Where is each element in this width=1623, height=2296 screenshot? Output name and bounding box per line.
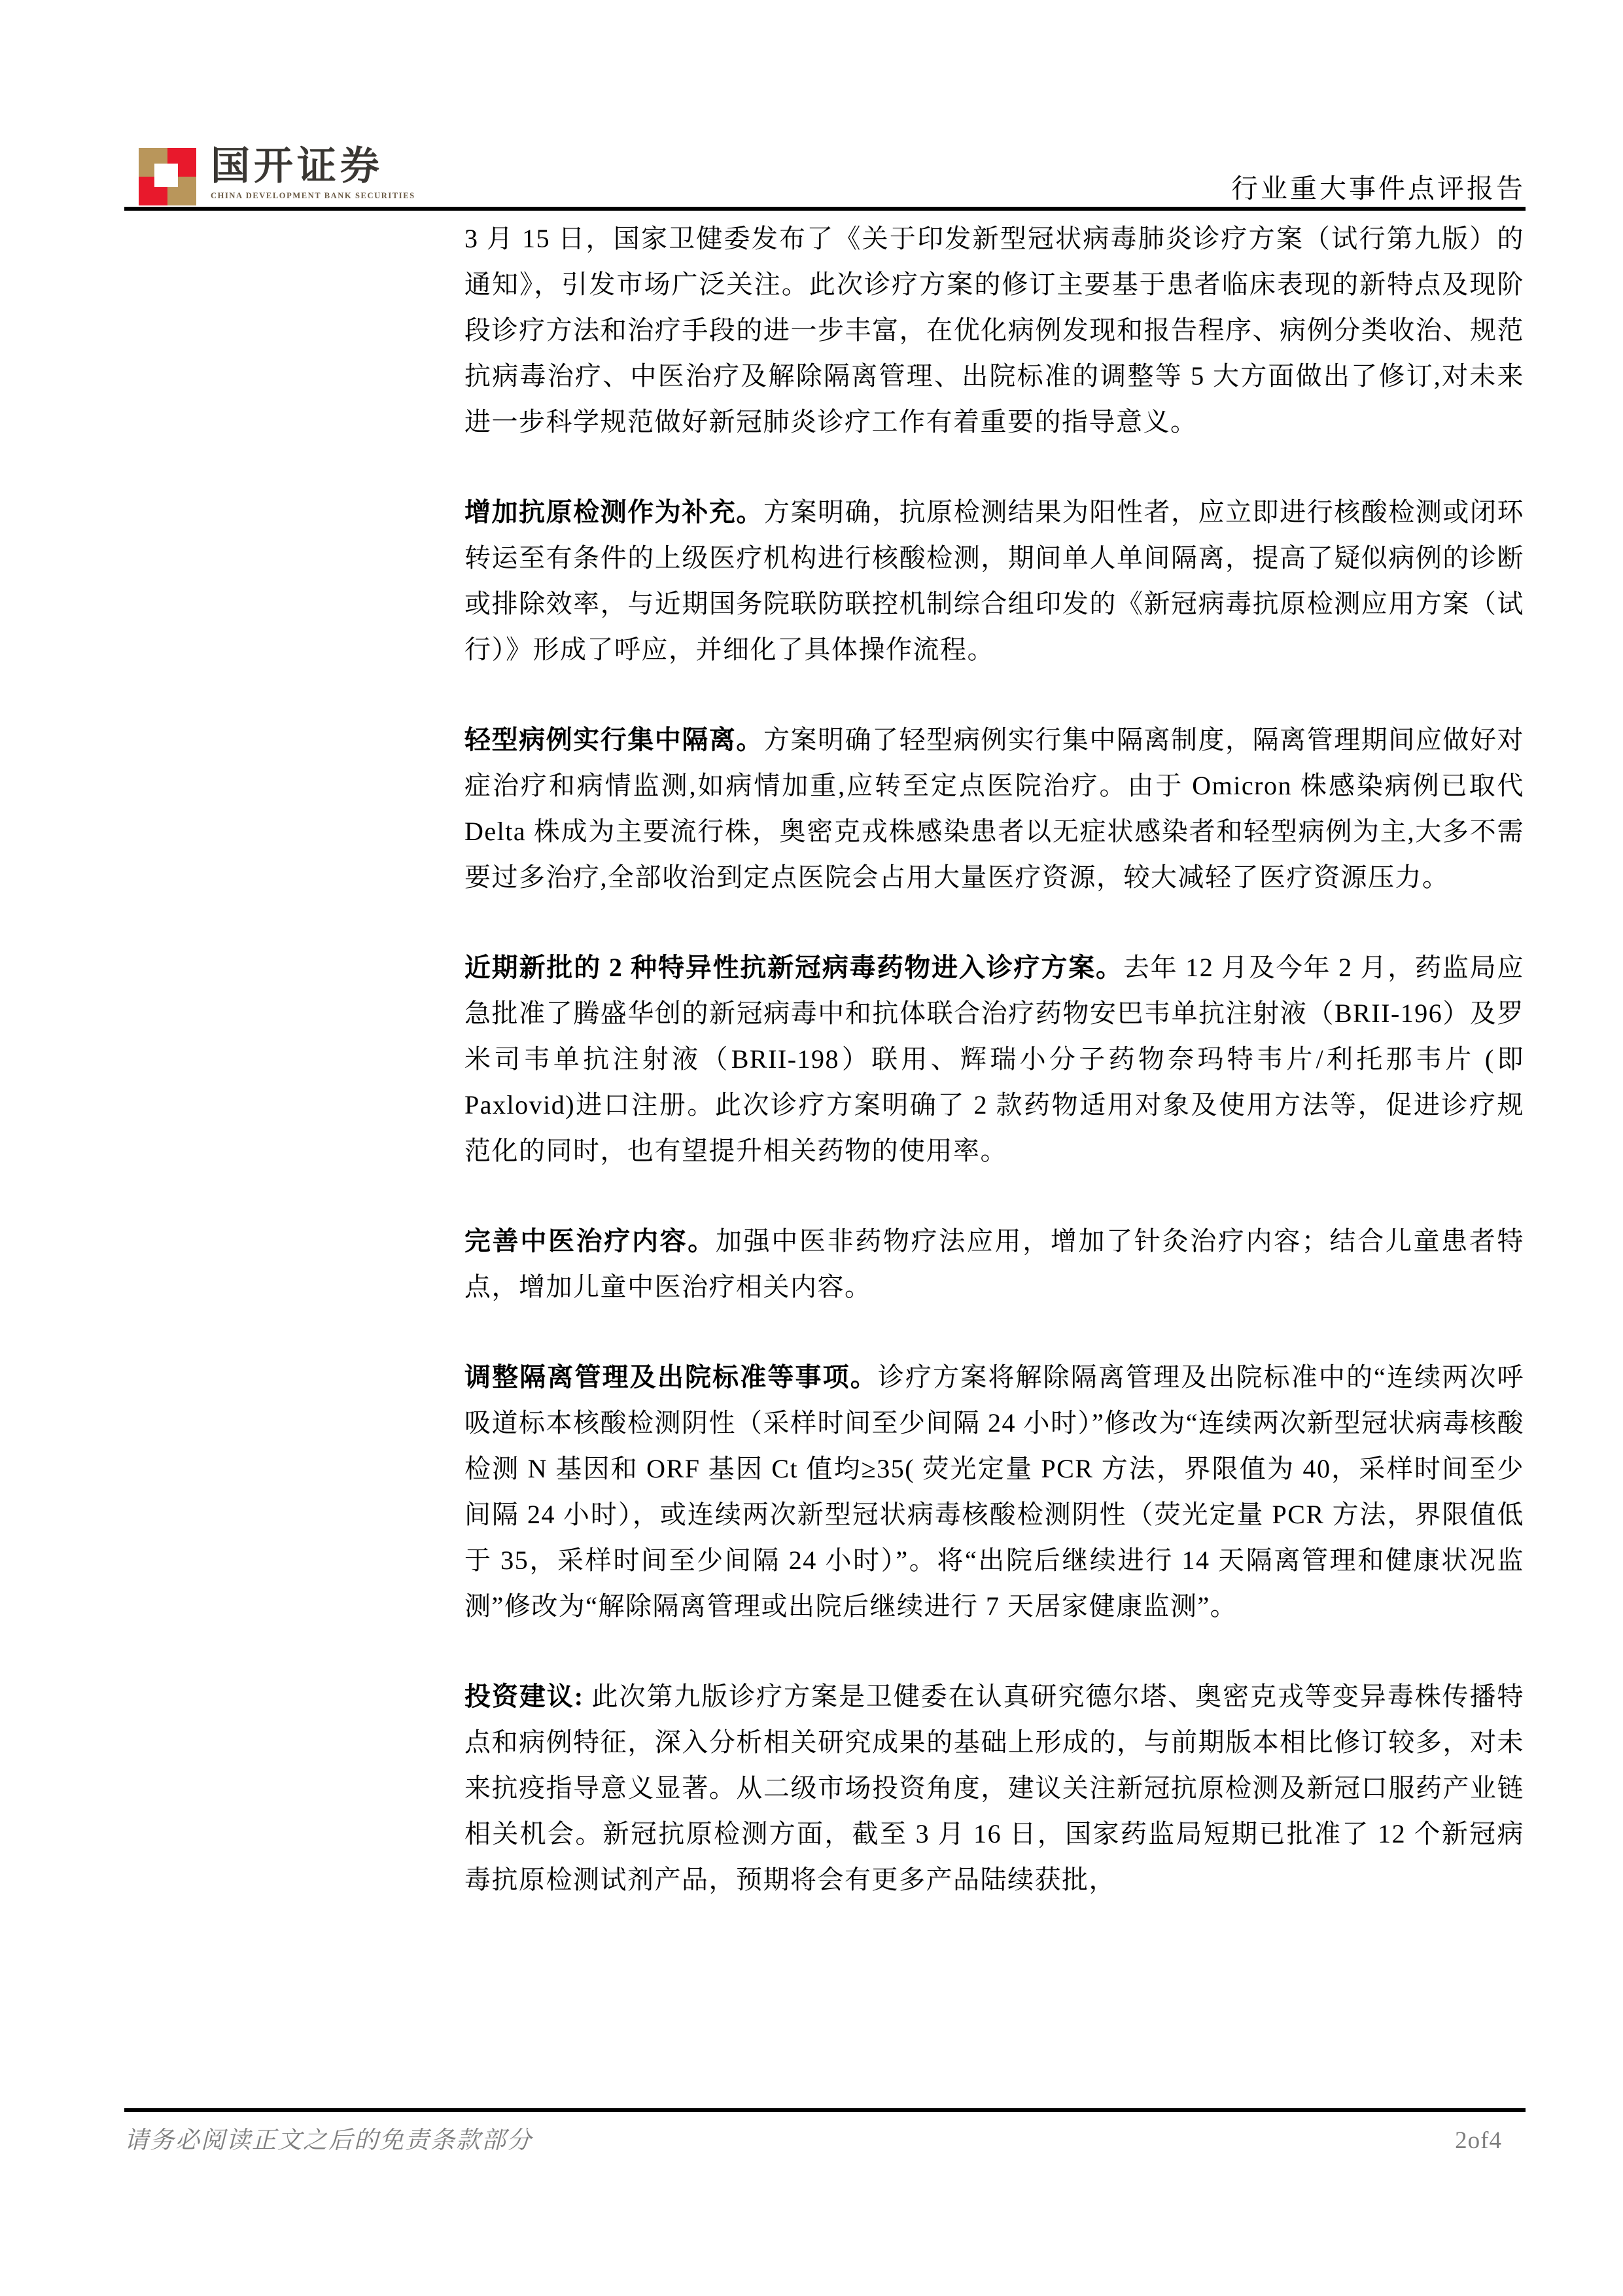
paragraph-new-drugs bbox=[464, 945, 1524, 1174]
paragraph-lead: 调整隔离管理及出院标准等事项。 bbox=[464, 1362, 878, 1392]
paragraph-text: 此次第九版诊疗方案是卫健委在认真研究德尔塔、奥密克戎等变异毒株传播特点和病例特征，深入分析相关研究成果的基础上形成的，与前期版本相比修订较多，对未来抗疫指导意义显著。从二级市场投资角度，建议关注新冠抗原检测及新冠口服药产业链相关机会。新冠抗原检测方面，截至 3 月 16 日，国家药监局短期已批准了 12 个新冠病毒抗原检测试剂产品，预期将会有更多产品陆续获批， bbox=[464, 1682, 1524, 1894]
paragraph-lead: 投资建议: bbox=[464, 1682, 584, 1711]
brand-name-cn: 国开证券 bbox=[211, 145, 383, 188]
header-divider bbox=[124, 207, 1526, 211]
brand-logo-text bbox=[211, 143, 415, 201]
brand-logo-icon bbox=[139, 148, 196, 205]
paragraph-lead: 轻型病例实行集中隔离。 bbox=[464, 725, 763, 754]
page-number: 2of4 bbox=[1455, 2127, 1502, 2154]
brand-logo bbox=[139, 143, 415, 205]
paragraph-lead: 近期新批的 2 种特异性抗新冠病毒药物进入诊疗方案。 bbox=[464, 953, 1123, 982]
paragraph-lead: 增加抗原检测作为补充。 bbox=[464, 497, 763, 527]
footer-disclaimer: 请务必阅读正文之后的免责条款部分 bbox=[124, 2127, 532, 2154]
report-type-label: 行业重大事件点评报告 bbox=[1231, 173, 1526, 203]
paragraph-text: 3 月 15 日，国家卫健委发布了《关于印发新型冠状病毒肺炎诊疗方案（试行第九版）的通知》，引发市场广泛关注。此次诊疗方案的修订主要基于患者临床表现的新特点及现阶段诊疗方法和治疗手段的进一步丰富，在优化病例发现和报告程序、病例分类收治、规范抗病毒治疗、中医治疗及解除隔离管理、出院标准的调整等 5 大方面做出了修订,对未来进一步科学规范做好新冠肺炎诊疗工作有着重要的指导意义。 bbox=[464, 224, 1524, 436]
logo-square-white-center bbox=[154, 164, 178, 187]
paragraph-mild-case-isolation bbox=[464, 717, 1524, 900]
paragraph-text: 方案明确了轻型病例实行集中隔离制度，隔离管理期间应做好对症治疗和病情监测,如病情加重,应转至定点医院治疗。由于 Omicron 株感染病例已取代 Delta 株成为主要流行株，奥密克戎株感染患者以无症状感染者和轻型病例为主,大多不需要过多治疗,全部收治到定点医院会占用大量医疗资源，较大减轻了医疗资源压力。 bbox=[464, 725, 1525, 892]
paragraph-tcm bbox=[464, 1218, 1524, 1310]
paragraph-text: 诊疗方案将解除隔离管理及出院标准中的“连续两次呼吸道标本核酸检测阴性（采样时间至少间隔 24 小时）”修改为“连续两次新型冠状病毒核酸检测 N 基因和 ORF 基因 Ct 值均≥35( 荧光定量 PCR 方法，界限值为 40，采样时间至少间隔 24 小时），或连续两次新型冠状病毒核酸检测阴性（荧光定量 PCR 方法，界限值低于 35，采样时间至少间隔 24 小时）”。将“出院后继续进行 14 天隔离管理和健康状况监测”修改为“解除隔离管理或出院后继续进行 7 天居家健康监测”。 bbox=[464, 1362, 1525, 1621]
page-footer bbox=[124, 2120, 1526, 2155]
paragraph-investment-advice bbox=[464, 1674, 1524, 1903]
paragraph-text: 方案明确，抗原检测结果为阳性者，应立即进行核酸检测或闭环转运至有条件的上级医疗机构进行核酸检测，期间单人单间隔离，提高了疑似病例的诊断或排除效率，与近期国务院联防联控机制综合组印发的《新冠病毒抗原检测应用方案（试行）》形成了呼应，并细化了具体操作流程。 bbox=[464, 497, 1525, 664]
paragraph-text: 去年 12 月及今年 2 月，药监局应急批准了腾盛华创的新冠病毒中和抗体联合治疗药物安巴韦单抗注射液（BRII-196）及罗米司韦单抗注射液（BRII-198）联用、辉瑞小分子药物奈玛特韦片/利托那韦片 (即 Paxlovid)进口注册。此次诊疗方案明确了 2 款药物适用对象及使用方法等，促进诊疗规范化的同时，也有望提升相关药物的使用率。 bbox=[464, 953, 1524, 1165]
paragraph-lead: 完善中医治疗内容。 bbox=[464, 1226, 716, 1256]
brand-name-en: CHINA DEVELOPMENT BANK SECURITIES bbox=[211, 191, 415, 200]
paragraph-discharge-standard bbox=[464, 1354, 1524, 1629]
report-body bbox=[464, 216, 1524, 1903]
page-header bbox=[139, 143, 1526, 209]
footer-divider bbox=[124, 2108, 1526, 2112]
paragraph-antigen-test bbox=[464, 489, 1524, 673]
paragraph-text: 加强中医非药物疗法应用，增加了针灸治疗内容；结合儿童患者特点，增加儿童中医治疗相关内容。 bbox=[464, 1226, 1525, 1301]
paragraph-intro bbox=[464, 216, 1524, 445]
